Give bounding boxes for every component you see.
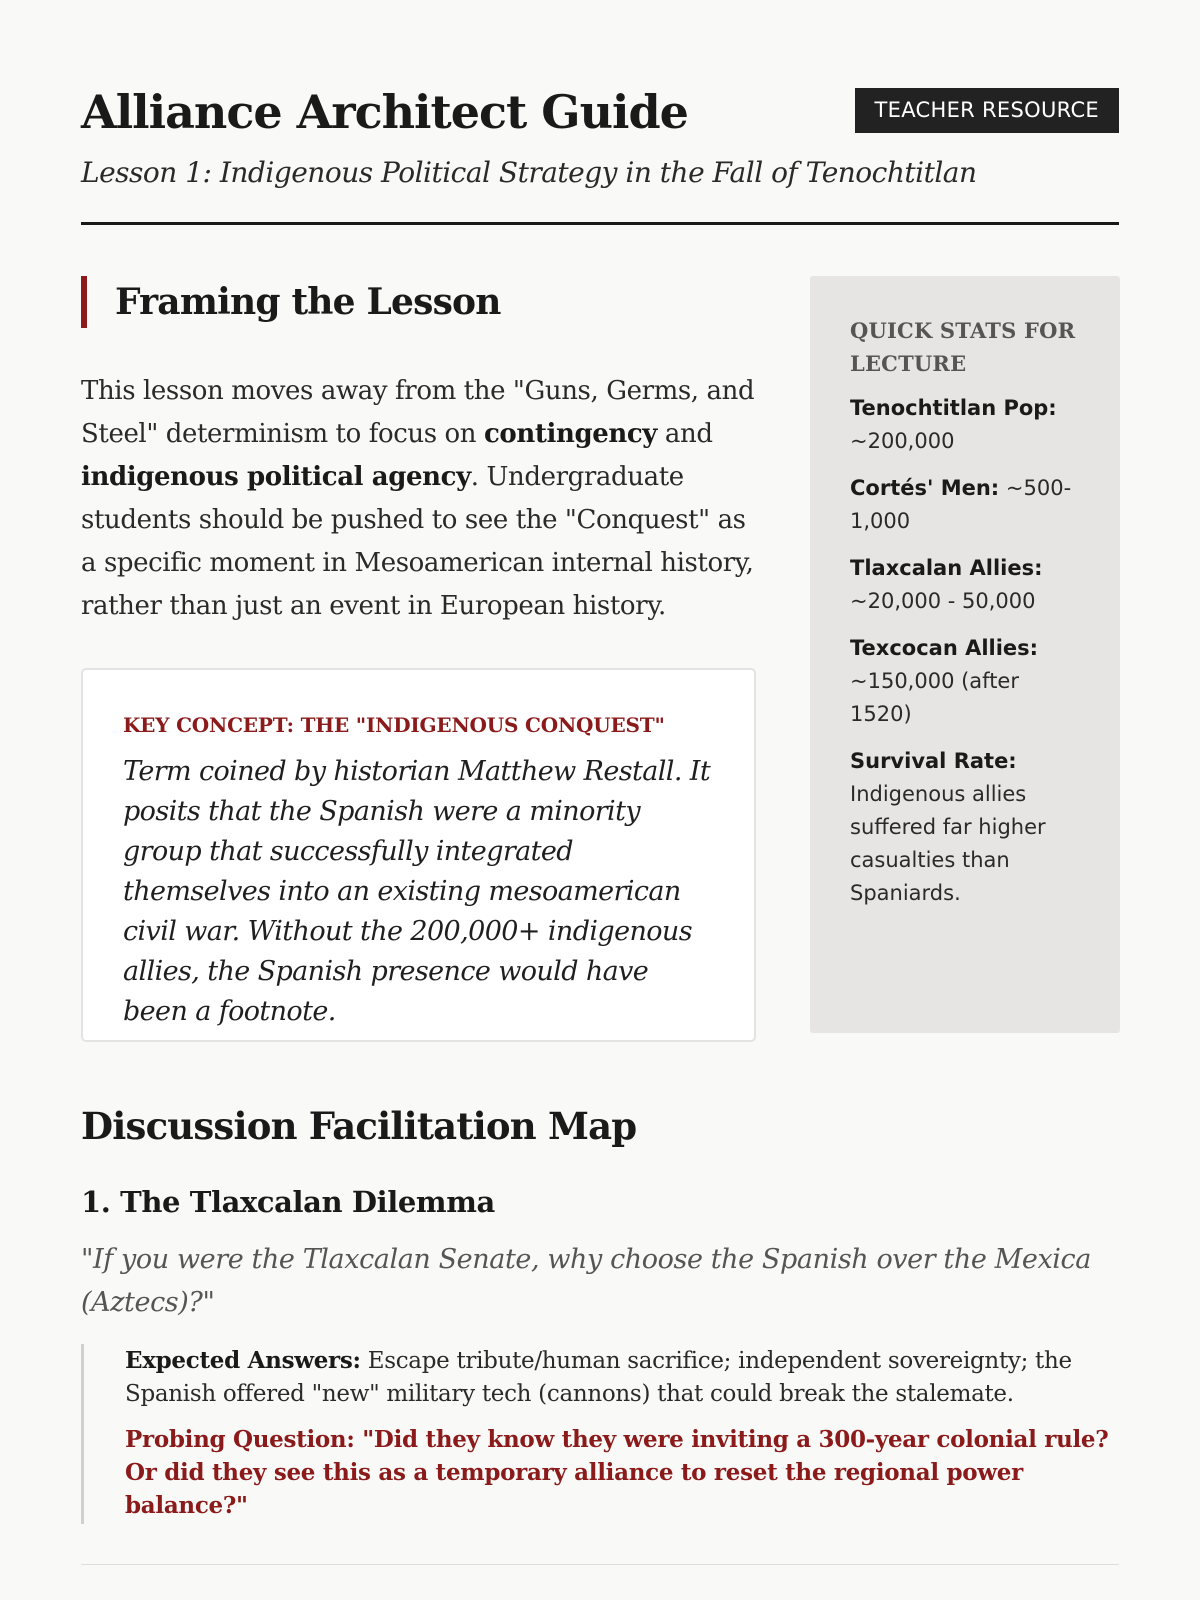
quick-stats-list xyxy=(850,392,1080,910)
framing-text-part: . Undergraduate students should be pushed to see the "Conquest" as a specific moment in Mesoamerican internal history, rather than just an event in European history. xyxy=(81,462,754,621)
discussion-item-question: "If you were the Tlaxcalan Senate, why choose the Spanish over the Mexica (Aztecs)?" xyxy=(81,1244,1091,1318)
header xyxy=(81,0,1119,225)
framing-bold-contingency: contingency xyxy=(483,419,658,449)
framing-bold-agency: indigenous political agency xyxy=(81,462,471,492)
quick-stats-sidebar xyxy=(810,276,1120,1033)
key-concept-text: Term coined by historian Matthew Restall. It posits that the Spanish were a minority group that successfully integrated themselves into an existing mesoamerican civil war. Without the 200,000+ indigenous allies, the Spanish presence would have been a footnote. xyxy=(123,756,711,1027)
key-concept-label: KEY CONCEPT: THE "INDIGENOUS CONQUEST" xyxy=(123,713,665,737)
discussion-item-title: 1. The Tlaxcalan Dilemma xyxy=(81,1185,495,1219)
probing-question: Probing Question: "Did they know they were inviting a 300-year colonial rule? Or did they see this as a temporary alliance to reset the regional power balance?" xyxy=(125,1426,1109,1519)
quick-stats-heading: QUICK STATS FOR LECTURE xyxy=(850,318,1076,376)
section-divider xyxy=(81,1564,1119,1565)
discussion-section xyxy=(81,1100,1119,1565)
stat-value: ~150,000 (after 1520) xyxy=(850,669,1019,726)
lesson-subtitle: Lesson 1: Indigenous Political Strategy in the Fall of Tenochtitlan xyxy=(81,156,977,189)
stat-item xyxy=(850,745,1080,910)
main-column xyxy=(81,276,756,1042)
stat-value: Indigenous allies suffered far higher casualties than Spaniards. xyxy=(850,782,1046,905)
expected-answers xyxy=(125,1344,1119,1411)
stat-label: Cortés' Men: xyxy=(850,476,1000,500)
stat-item xyxy=(850,472,1080,538)
stat-label: Tlaxcalan Allies: xyxy=(850,556,1043,580)
page-title: Alliance Architect Guide xyxy=(81,85,688,139)
stat-label: Texcocan Allies: xyxy=(850,636,1039,660)
stat-label: Tenochtitlan Pop: xyxy=(850,396,1057,420)
discussion-item xyxy=(81,1182,1119,1524)
stat-value: ~20,000 - 50,000 xyxy=(850,589,1036,613)
framing-text-part: This lesson moves away from the "Guns, Germs, and Steel" determinism to focus on xyxy=(81,376,755,449)
stat-value: ~200,000 xyxy=(850,429,955,453)
teacher-resource-badge: TEACHER RESOURCE xyxy=(855,88,1119,133)
stat-value: ~500-1,000 xyxy=(850,476,1072,533)
stat-item xyxy=(850,632,1080,731)
framing-heading: Framing the Lesson xyxy=(81,276,756,328)
header-divider xyxy=(81,222,1119,225)
framing-text-part: and xyxy=(657,419,713,449)
stat-item xyxy=(850,552,1080,618)
discussion-heading: Discussion Facilitation Map xyxy=(81,1104,637,1148)
expected-answers-text: Escape tribute/human sacrifice; independent sovereignty; the Spanish offered "new" military tech (cannons) that could break the stalemate. xyxy=(125,1348,1072,1407)
framing-paragraph xyxy=(81,370,756,628)
stat-label: Survival Rate: xyxy=(850,749,1017,773)
key-concept-box xyxy=(81,668,756,1042)
content-columns xyxy=(81,276,1119,1033)
answer-block xyxy=(81,1344,1119,1524)
stat-item xyxy=(850,392,1080,458)
expected-answers-label: Expected Answers: xyxy=(125,1347,361,1374)
